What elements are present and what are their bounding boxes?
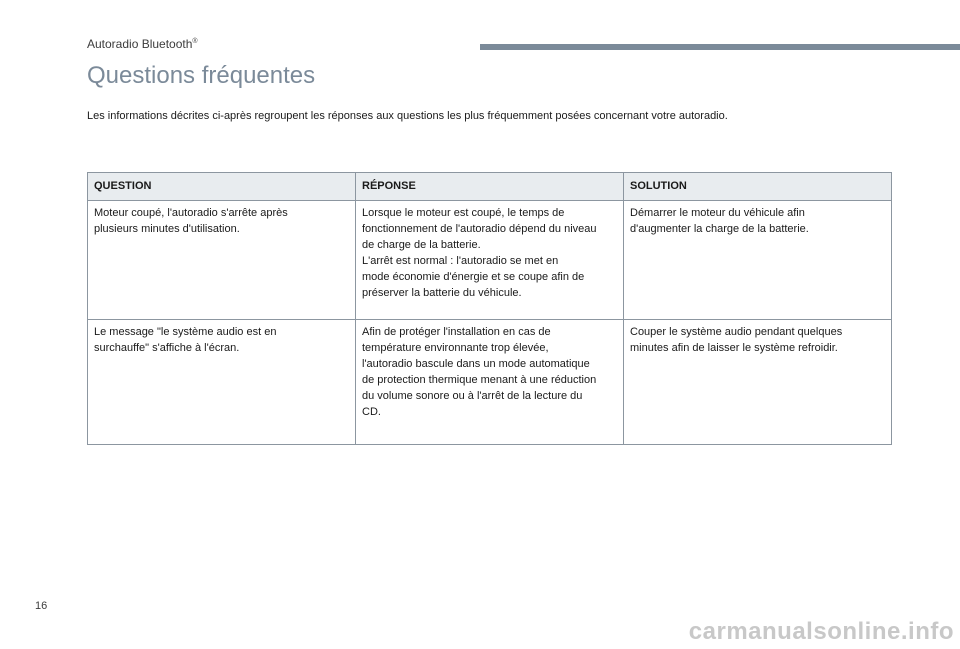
answer-cell: Afin de protéger l'installation en cas de température environnante trop élevée, l'autoradio bascule dans un mode automatique de protection thermique menant à une réduction du volume sonore ou à l'arrêt de la lecture du CD. bbox=[356, 320, 624, 445]
faq-table bbox=[87, 172, 892, 445]
table-row bbox=[88, 320, 892, 445]
section-header bbox=[87, 37, 198, 51]
header-solution: SOLUTION bbox=[624, 173, 892, 201]
header-question: QUESTION bbox=[88, 173, 356, 201]
section-title: Autoradio Bluetooth bbox=[87, 37, 193, 51]
solution-cell: Démarrer le moteur du véhicule afin d'augmenter la charge de la batterie. bbox=[624, 201, 892, 320]
page-title: Questions fréquentes bbox=[87, 62, 316, 89]
table-header-row bbox=[88, 173, 892, 201]
table-row bbox=[88, 201, 892, 320]
question-cell: Le message "le système audio est en surchauffe" s'affiche à l'écran. bbox=[88, 320, 356, 445]
answer-cell: Lorsque le moteur est coupé, le temps de fonctionnement de l'autoradio dépend du niveau de charge de la batterie. L'arrêt est normal : l'autoradio se met en mode économie d'énergie et se coupe afin de préserver la batterie du véhicule. bbox=[356, 201, 624, 320]
solution-cell: Couper le système audio pendant quelques minutes afin de laisser le système refroidir. bbox=[624, 320, 892, 445]
header-answer: RÉPONSE bbox=[356, 173, 624, 201]
registered-mark: ® bbox=[192, 38, 198, 45]
watermark: carmanualsonline.info bbox=[688, 618, 954, 645]
header-bar bbox=[480, 44, 960, 50]
intro-text: Les informations décrites ci-après regroupent les réponses aux questions les plus fréquemment posées concernant votre autoradio. bbox=[87, 110, 728, 122]
page-number: 16 bbox=[35, 600, 48, 612]
question-cell: Moteur coupé, l'autoradio s'arrête après plusieurs minutes d'utilisation. bbox=[88, 201, 356, 320]
